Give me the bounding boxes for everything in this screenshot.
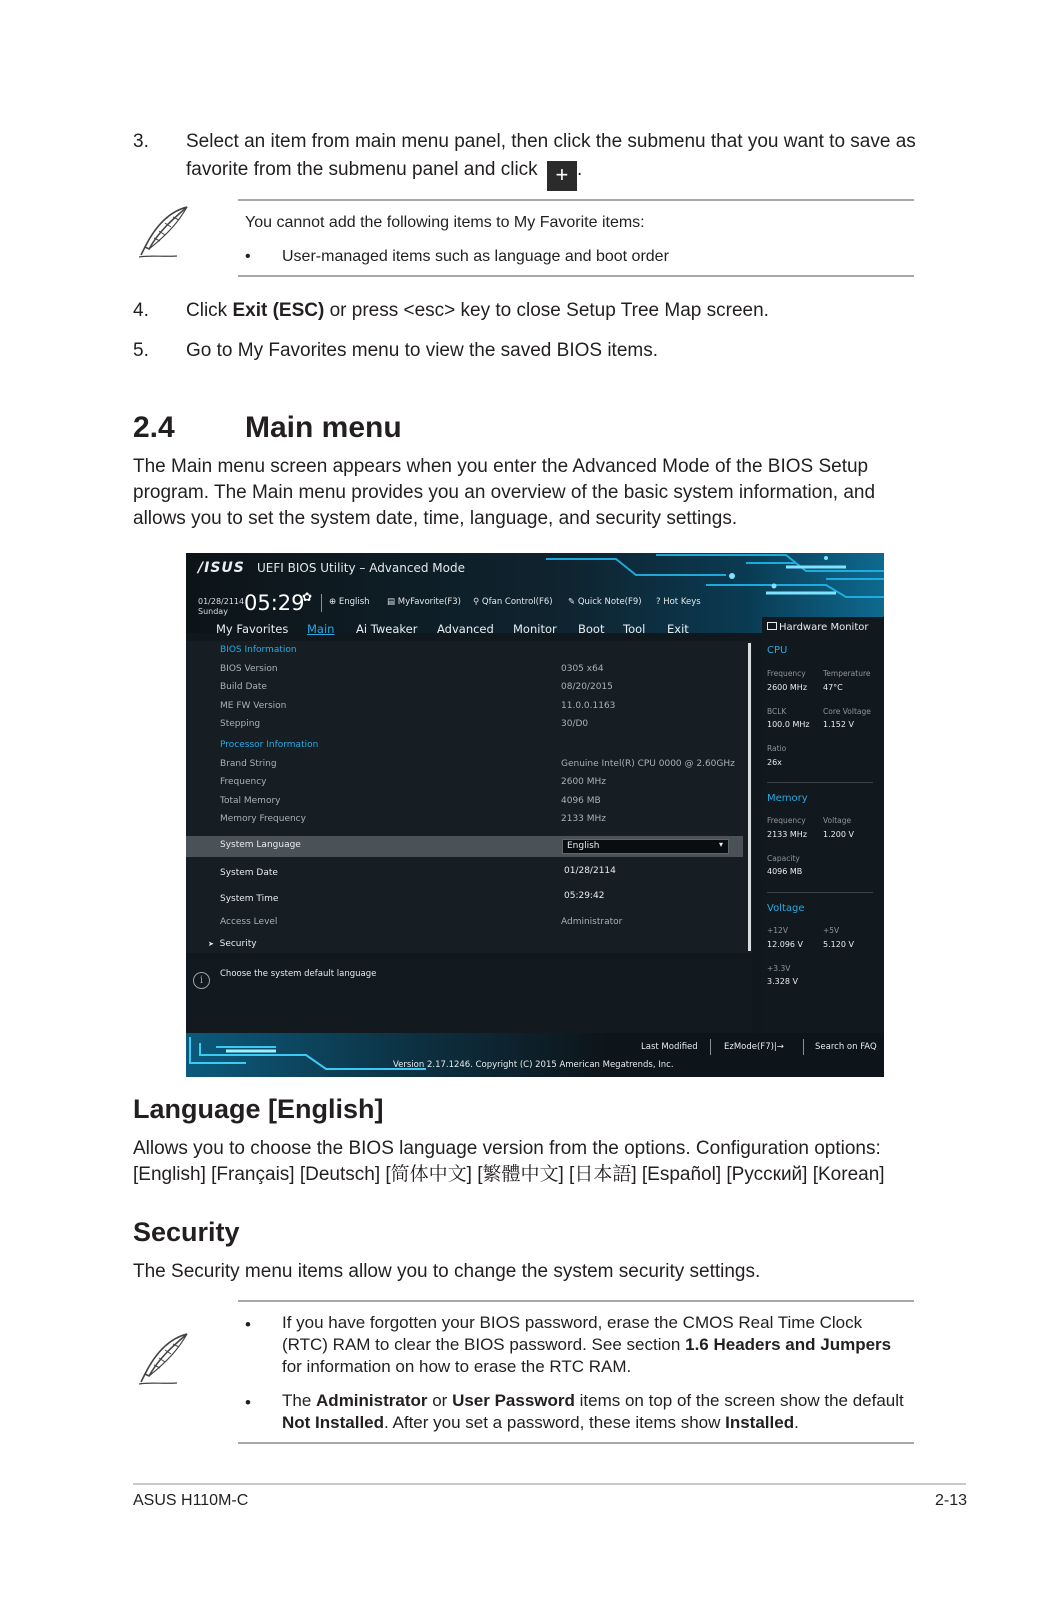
note-top-rule [238, 199, 914, 201]
language-text: Allows you to choose the BIOS language version from the options. Configuration options: [English] [Français] [Deutsch] [简体中文] [繁體中文] [日本語] [Español] [Русский] [Korean] [133, 1138, 885, 1185]
system-date-label: System Date [220, 868, 278, 878]
bullet: • [245, 1315, 251, 1334]
toolbar-divider [321, 594, 322, 612]
footer-model: ASUS H110M-C [133, 1492, 249, 1509]
arrow-right-icon: ➤ [208, 940, 214, 948]
help-text: Choose the system default language [220, 969, 377, 979]
menu-ai-tweaker[interactable]: Ai Tweaker [356, 622, 418, 636]
security-heading: Security [133, 1217, 240, 1247]
hardware-monitor-title: Hardware Monitor [767, 622, 868, 633]
security-item[interactable]: ➤ Security [208, 939, 257, 949]
processor-info-header: Processor Information [220, 740, 319, 750]
hot-keys-button[interactable]: ? Hot Keys [656, 597, 701, 607]
bios-screenshot: /ISUS UEFI BIOS Utility – Advanced Mode 01/28/2114 Sunday 05:29 ✿ ⊕ English ▤ MyFavorite(F3) ⚲ Qfan Control(F6) ✎ Quick Note(F9) ? Hot Keys My Favorites Main Ai Tweaker Advanced Monitor Boot Tool Exit BIOS Information BIOS Version 0305 x64 Build Date 08/20/2015 ME FW Version 11.0.0.1163 Stepping 30/D0 Processor Information Brand String Genuine Intel(R) CPU 0000 @ 2.60GHz Frequency 2600 MHz Total Memory 4096 MB Memory Frequency 2133 MHz System Language English ▾ System Date 01/28/2114 System Time 05:29:42 Access Level Administrator ➤ Security i Choose the system default language Hardware Monitor CPU Frequency Temperature 2600 MHz 47°C BCLK Core Voltage 100.0 MHz 1.152 V Ratio 26x Memory Frequency Voltage 2133 MHz 1.200 V Capacity 4096 MB Voltage +12V +5V 12.096 V 5.120 V +3.3V 3.328 V Last Modified EzMode(F7)|→ Search on FAQ Version 2.17.1246. Copyright (C) 2015 American Megatrends, Inc. [186, 553, 884, 1077]
footer-rule [133, 1483, 966, 1485]
bios-clock: 05:29 [244, 591, 305, 615]
security-text: The Security menu items allow you to change the system security settings. [133, 1261, 761, 1282]
section-number: 2.4 [133, 411, 175, 444]
note-bottom-rule [238, 1442, 914, 1444]
bios-version: Version 2.17.1246. Copyright (C) 2015 American Megatrends, Inc. [393, 1060, 674, 1070]
scrollbar[interactable] [748, 643, 751, 951]
asus-logo: /ISUS [198, 560, 245, 576]
bios-info-header: BIOS Information [220, 645, 297, 655]
system-language-label: System Language [220, 840, 301, 850]
last-modified-button[interactable]: Last Modified [641, 1042, 698, 1052]
system-time-label: System Time [220, 894, 279, 904]
system-language-select[interactable]: English ▾ [562, 839, 729, 854]
access-level-label: Access Level [220, 917, 278, 927]
page-number: 2-13 [934, 1492, 967, 1509]
chevron-down-icon: ▾ [718, 840, 723, 849]
note-item: If you have forgotten your BIOS password, erase the CMOS Real Time Clock (RTC) RAM to clear the BIOS password. See section 1.6 Headers and Jumpers for information on how to erase the RTC RAM. [282, 1313, 892, 1376]
myfavorite-button[interactable]: ▤ MyFavorite(F3) [387, 597, 461, 607]
section-title: Main menu [245, 411, 402, 444]
monitor-icon [767, 622, 777, 630]
bios-date: 01/28/2114 Sunday [198, 597, 245, 616]
menu-advanced[interactable]: Advanced [437, 622, 494, 636]
language-button[interactable]: ⊕ English [329, 597, 370, 607]
menu-boot[interactable]: Boot [578, 622, 605, 636]
note-bottom-rule [238, 275, 914, 277]
feather-pen-icon [135, 203, 193, 261]
menu-tool[interactable]: Tool [623, 622, 646, 636]
step-text: Select an item from main menu panel, then click the submenu that you want to save as favorite from the submenu panel and click + . [186, 128, 921, 191]
quick-note-button[interactable]: ✎ Quick Note(F9) [568, 597, 642, 607]
menu-main[interactable]: Main [307, 622, 335, 636]
section-intro: The Main menu screen appears when you enter the Advanced Mode of the BIOS Setup program. The Main menu provides you an overview of the basic system information, and allows you to set the system date, time, language, and security settings. [133, 456, 876, 529]
bullet: • [245, 1393, 251, 1412]
qfan-control-button[interactable]: ⚲ Qfan Control(F6) [473, 597, 553, 607]
note-top-rule [238, 1300, 914, 1302]
add-favorite-button: + [547, 161, 577, 191]
feather-pen-icon [135, 1330, 193, 1388]
note-item: User-managed items such as language and boot order [282, 248, 669, 265]
language-heading: Language [English] [133, 1094, 384, 1124]
info-icon: i [193, 972, 210, 989]
search-faq-button[interactable]: Search on FAQ [815, 1042, 877, 1052]
gear-icon[interactable]: ✿ [302, 590, 313, 604]
system-time-field[interactable]: 05:29:42 [564, 891, 605, 901]
access-level-value: Administrator [561, 917, 623, 927]
bullet: • [245, 248, 251, 265]
step-number: 3. [133, 131, 149, 152]
menu-monitor[interactable]: Monitor [513, 622, 557, 636]
menu-my-favorites[interactable]: My Favorites [216, 622, 289, 636]
bios-title: UEFI BIOS Utility – Advanced Mode [257, 561, 465, 575]
ezmode-button[interactable]: EzMode(F7)|→ [724, 1042, 784, 1052]
circuit-decoration-bottom [186, 1033, 446, 1077]
note-text: You cannot add the following items to My Favorite items: [245, 214, 645, 231]
menu-exit[interactable]: Exit [667, 622, 689, 636]
system-date-field[interactable]: 01/28/2114 [564, 866, 616, 876]
note-item: The Administrator or User Password items on top of the screen show the default Not Installed. After you set a password, these items show Installed. [282, 1391, 904, 1432]
